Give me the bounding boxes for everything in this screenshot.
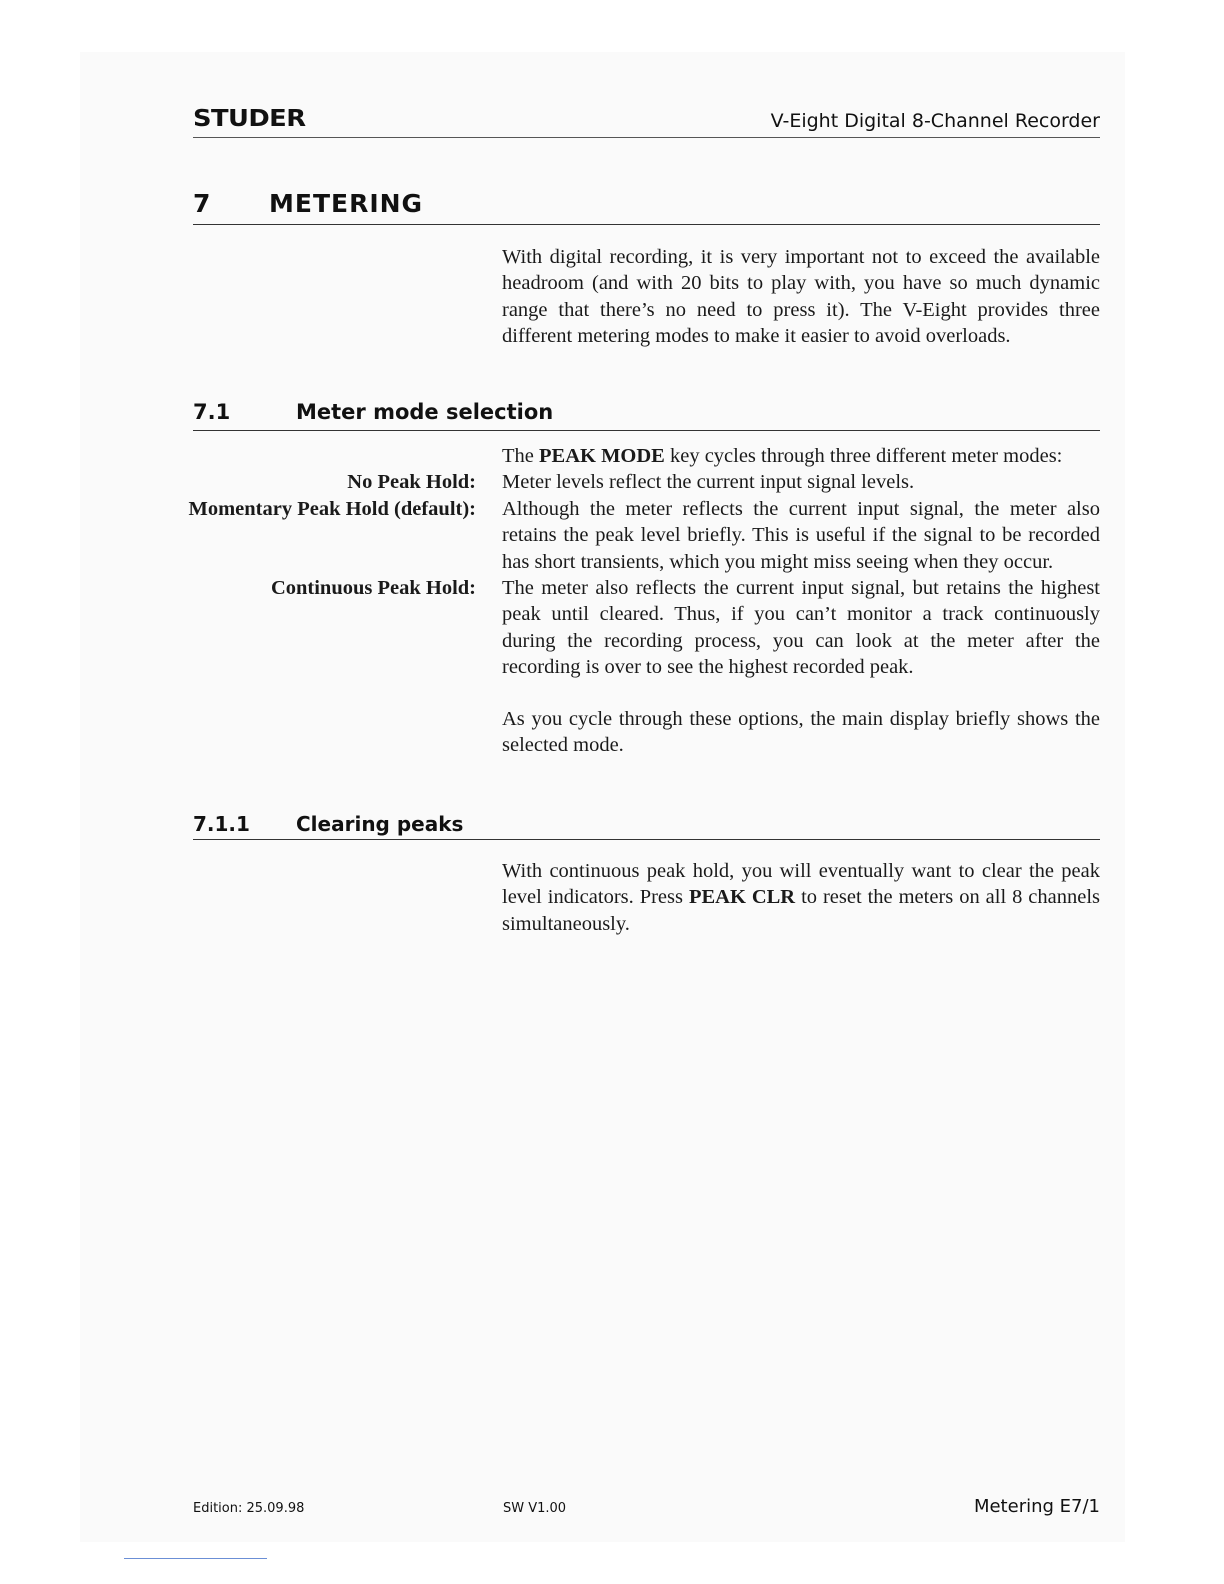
page-label: Metering E7/1 (973, 1496, 1100, 1517)
subsubsection-number: 7.1.1 (193, 812, 250, 836)
definition-description: The meter also reflects the current input signal, but retains the highest peak until cleared. Thus, if you can’t monitor a track continuously during the recording process, you can look at the meter after the recording is over to see the highest recorded peak. (502, 577, 1100, 678)
subsection-rule (193, 430, 1100, 431)
peak-clr-key: PEAK CLR (688, 886, 796, 909)
subsection-number: 7.1 (193, 400, 231, 424)
intro-paragraph: With digital recording, it is very important not to exceed the available headroom (and with 20 bits to play with, you have so much dynamic range that there’s no need to press it). The V-Eight provides three different metering modes to make it easier to avoid overloads. (502, 246, 1100, 347)
clearing-paragraph: With continuous peak hold, you will eventually want to clear the peak level indicators. Press PEAK CLR to reset the meters on all 8 channels simultaneously. (502, 860, 1100, 935)
definition-term: No Peak Hold: (347, 471, 476, 493)
blue-underline-mark (124, 1558, 267, 1559)
definition-term: Continuous Peak Hold: (270, 577, 476, 599)
software-version: SW V1.00 (503, 1501, 567, 1516)
subsubsection-rule (193, 839, 1100, 840)
definition-description: Meter levels reflect the current input signal levels. (502, 471, 915, 493)
definition-term: Momentary Peak Hold (default): (188, 498, 476, 520)
peak-mode-key: PEAK MODE (539, 445, 665, 467)
subsubsection-heading-7-1-1 (193, 812, 1100, 840)
section-rule (193, 224, 1100, 225)
section-number: 7 (193, 189, 212, 218)
edition-label: Edition: 25.09.98 (193, 1501, 305, 1516)
section-title: METERING (269, 189, 424, 218)
section-heading-7 (193, 189, 1100, 219)
cycle-paragraph: As you cycle through these options, the main display briefly shows the selected mode. (502, 708, 1100, 757)
subsection-heading-7-1 (193, 400, 1100, 428)
header-rule (193, 137, 1100, 138)
subsubsection-title: Clearing peaks (296, 812, 464, 836)
studer-logo: STUDER (193, 106, 306, 132)
subsection-title: Meter mode selection (296, 400, 554, 424)
definition-description: Although the meter reflects the current input signal, the meter also retains the peak level briefly. This is useful if the signal to be recorded has short transients, which you might miss seeing when they occur. (502, 498, 1100, 573)
peak-mode-intro: The PEAK MODE key cycles through three different meter modes: (502, 445, 1063, 467)
document-title: V-Eight Digital 8-Channel Recorder (770, 110, 1100, 132)
